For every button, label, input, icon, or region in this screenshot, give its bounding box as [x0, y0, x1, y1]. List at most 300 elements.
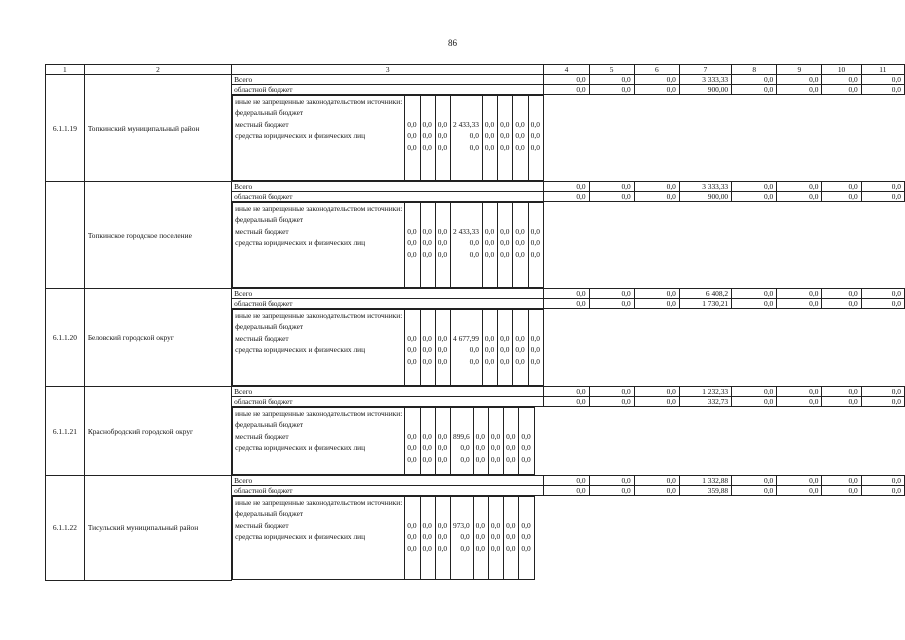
municipality-name: Топкинский муниципальный район [84, 75, 231, 182]
amount-cell: 0,0 [634, 289, 679, 299]
amount-value: 0,0 [500, 249, 510, 259]
amount-value: 4 677,99 [453, 333, 479, 343]
amount-cell: 0,0 [732, 476, 777, 486]
other-sources-label: иные не запрещенные законодательством источники: [235, 204, 403, 213]
funding-source: областной бюджет [232, 85, 544, 95]
amount-cell: 0,0 [777, 289, 822, 299]
funding-source: федеральный бюджет [235, 509, 304, 519]
spacer [453, 310, 479, 321]
amount-value: 0,0 [484, 226, 495, 236]
spacer [485, 214, 494, 225]
amount-value: 0,0 [437, 345, 448, 355]
amount-value: 0,0 [469, 356, 479, 366]
amount-value: 0,0 [469, 345, 479, 355]
amount-value: 0,0 [437, 333, 448, 343]
amount-cell: 0,0 [732, 85, 777, 95]
amount-cell: 0,0 [589, 387, 634, 397]
funding-source: Всего [232, 387, 544, 397]
amount-cell: 0,0 [822, 397, 861, 407]
amount-cell: 0,0 [777, 476, 822, 486]
spacer [485, 310, 494, 321]
amount-cell: 0,0 [732, 192, 777, 202]
table-row [46, 75, 905, 85]
budget-table [45, 64, 905, 581]
amount-value: 0,0 [500, 119, 510, 129]
amount-value: 0,0 [530, 249, 540, 259]
amount-cell: 0,0 [861, 486, 904, 496]
amount-cell-group [528, 96, 543, 181]
amount-cell: 0,0 [544, 387, 589, 397]
spacer [438, 310, 447, 321]
amount-value: 0,0 [422, 119, 432, 129]
spacer [515, 96, 524, 107]
amount-value: 0,0 [500, 131, 510, 141]
spacer [500, 321, 509, 332]
amount-cell: 0,0 [544, 397, 589, 407]
amount-cell: 0,0 [777, 182, 822, 192]
amount-cell: 0,0 [822, 476, 861, 486]
funding-source: областной бюджет [232, 192, 544, 202]
spacer [485, 107, 494, 118]
spacer [500, 310, 509, 321]
spacer [515, 214, 524, 225]
spacer [407, 419, 416, 430]
amount-cell: 0,0 [634, 192, 679, 202]
amount-value: 0,0 [422, 543, 432, 553]
spacer [423, 508, 432, 519]
spacer [485, 321, 494, 332]
amount-value: 0,0 [422, 431, 432, 441]
spacer [491, 497, 500, 508]
amount-value: 0,0 [437, 119, 448, 129]
spacer [485, 96, 494, 107]
amount-value: 0,0 [437, 238, 448, 248]
amount-cell-group [435, 408, 450, 475]
amount-cell: 0,0 [732, 299, 777, 309]
amount-cell: 0,0 [544, 476, 589, 486]
amount-cell: 900,00 [679, 85, 731, 95]
spacer [423, 214, 432, 225]
amount-cell: 0,0 [732, 397, 777, 407]
amount-value: 0,0 [407, 454, 417, 464]
amount-cell-group [498, 203, 513, 288]
amount-value: 0,0 [484, 142, 495, 152]
spacer [453, 214, 479, 225]
amount-value: 0,0 [422, 249, 432, 259]
other-sources-label: иные не запрещенные законодательством источники: [235, 498, 403, 507]
amount-value: 0,0 [475, 543, 485, 553]
amount-cell-group [504, 497, 519, 580]
spacer [438, 214, 447, 225]
spacer [476, 508, 485, 519]
table-row [233, 203, 544, 288]
spacer [407, 321, 416, 332]
spacer [500, 96, 509, 107]
funding-source: областной бюджет [232, 299, 544, 309]
amount-value: 0,0 [437, 532, 448, 542]
amount-value: 0,0 [484, 131, 495, 141]
amount-value: 0,0 [437, 443, 448, 453]
amount-cell: 0,0 [634, 476, 679, 486]
spacer [423, 107, 432, 118]
spacer [453, 508, 470, 519]
amount-value: 0,0 [500, 345, 510, 355]
amount-cell: 0,0 [732, 182, 777, 192]
amount-value: 0,0 [515, 226, 525, 236]
amount-value: 0,0 [407, 131, 417, 141]
amount-cell: 0,0 [732, 75, 777, 85]
amount-value: 0,0 [407, 520, 417, 530]
table-row [46, 182, 905, 192]
amount-value: 0,0 [437, 142, 448, 152]
amount-cell-group [482, 203, 497, 288]
amount-cell: 900,00 [679, 192, 731, 202]
amount-cell: 0,0 [822, 85, 861, 95]
amount-value: 0,0 [437, 543, 448, 553]
spacer [531, 96, 540, 107]
funding-source: Всего [232, 75, 544, 85]
amount-value: 0,0 [530, 142, 540, 152]
row-code: 6.1.1.22 [46, 476, 85, 581]
amount-cell: 3 333,33 [679, 75, 731, 85]
amount-cell-group [498, 310, 513, 386]
amount-cell-group [420, 497, 435, 580]
amount-cell: 0,0 [822, 289, 861, 299]
amount-cell: 0,0 [822, 299, 861, 309]
spacer [491, 419, 500, 430]
funding-source: средства юридических и физических лиц [235, 532, 366, 542]
spacer [476, 408, 485, 419]
amount-cell: 0,0 [861, 289, 904, 299]
spacer [438, 321, 447, 332]
amount-value: 0,0 [460, 532, 470, 542]
amount-cell: 0,0 [861, 182, 904, 192]
spacer [407, 497, 416, 508]
amount-value: 0,0 [407, 431, 417, 441]
funding-source: местный бюджет [235, 226, 289, 236]
amount-cell-group [488, 408, 503, 475]
amount-value: 0,0 [521, 454, 531, 464]
amount-cell: 0,0 [544, 289, 589, 299]
amount-value: 0,0 [422, 454, 432, 464]
spacer [500, 214, 509, 225]
funding-source-group [233, 310, 405, 386]
amount-value: 0,0 [422, 333, 432, 343]
spacer [423, 497, 432, 508]
other-sources-label: иные не запрещенные законодательством источники: [235, 97, 403, 106]
amount-cell-group [420, 96, 435, 181]
amount-value: 0,0 [407, 249, 417, 259]
other-sources-label: иные не запрещенные законодательством источники: [235, 409, 403, 418]
amount-value: 0,0 [475, 454, 485, 464]
amount-cell: 0,0 [589, 486, 634, 496]
column-header: 11 [861, 65, 904, 75]
column-header: 3 [232, 65, 544, 75]
amount-cell: 332,73 [679, 397, 731, 407]
spacer [515, 310, 524, 321]
column-header: 7 [679, 65, 731, 75]
spacer [491, 408, 500, 419]
column-header: 8 [732, 65, 777, 75]
amount-cell: 0,0 [777, 75, 822, 85]
amount-cell: 0,0 [589, 299, 634, 309]
amount-value: 0,0 [422, 238, 432, 248]
funding-source: Всего [232, 476, 544, 486]
spacer [500, 107, 509, 118]
amount-cell-group [420, 310, 435, 386]
spacer [506, 408, 515, 419]
amount-cell: 0,0 [634, 299, 679, 309]
amount-cell: 0,0 [732, 387, 777, 397]
amount-value: 0,0 [422, 520, 432, 530]
amount-cell-group [528, 203, 543, 288]
amount-value: 2 433,33 [453, 226, 479, 236]
amount-value: 973,0 [453, 520, 470, 530]
spacer [531, 321, 540, 332]
amount-value: 0,0 [530, 356, 540, 366]
amount-value: 0,0 [407, 345, 417, 355]
amount-cell: 0,0 [634, 182, 679, 192]
funding-source: местный бюджет [235, 431, 289, 441]
table-row [233, 310, 544, 386]
amount-value: 0,0 [475, 431, 485, 441]
funding-source-group [233, 408, 405, 475]
amount-value: 0,0 [484, 345, 495, 355]
amount-value: 0,0 [506, 454, 516, 464]
amount-value: 0,0 [407, 333, 417, 343]
funding-source: местный бюджет [235, 333, 289, 343]
funding-source: средства юридических и физических лиц [235, 345, 366, 355]
row-code [46, 182, 85, 289]
spacer [506, 419, 515, 430]
amount-cell: 0,0 [777, 299, 822, 309]
amount-value: 0,0 [475, 520, 485, 530]
amount-cell-group [513, 96, 528, 181]
amount-cell: 0,0 [544, 486, 589, 496]
amount-cell: 0,0 [544, 182, 589, 192]
amount-cell-group [513, 310, 528, 386]
amount-cell-group [435, 96, 450, 181]
spacer [407, 214, 416, 225]
amount-value: 0,0 [475, 532, 485, 542]
spacer [423, 310, 432, 321]
spacer [515, 203, 524, 214]
amount-cell: 0,0 [589, 476, 634, 486]
header-row [46, 65, 905, 75]
spacer [531, 310, 540, 321]
amount-cell-group [420, 203, 435, 288]
amount-value: 0,0 [490, 454, 501, 464]
spacer [500, 203, 509, 214]
amount-value: 0,0 [521, 431, 531, 441]
amount-value: 0,0 [422, 226, 432, 236]
amount-value: 0,0 [515, 142, 525, 152]
amount-cell-group [519, 497, 534, 580]
amount-value: 0,0 [437, 520, 448, 530]
amount-cell: 359,88 [679, 486, 731, 496]
table-row [46, 387, 905, 397]
amount-cell: 0,0 [777, 387, 822, 397]
amount-cell: 0,0 [634, 397, 679, 407]
amount-cell-group [528, 310, 543, 386]
spacer [521, 508, 530, 519]
spacer [521, 408, 530, 419]
amount-cell: 0,0 [589, 75, 634, 85]
amount-cell: 0,0 [777, 85, 822, 95]
amount-cell: 0,0 [777, 397, 822, 407]
column-header: 6 [634, 65, 679, 75]
row-code: 6.1.1.21 [46, 387, 85, 476]
municipality-name: Тисульский муниципальный район [84, 476, 231, 581]
amount-value: 0,0 [530, 333, 540, 343]
amount-value: 0,0 [437, 131, 448, 141]
spacer [453, 408, 470, 419]
spacer [515, 107, 524, 118]
amount-value: 0,0 [515, 345, 525, 355]
spacer [453, 107, 479, 118]
amount-cell: 0,0 [544, 299, 589, 309]
amount-value: 0,0 [469, 142, 479, 152]
amount-cell: 6 408,2 [679, 289, 731, 299]
amount-value: 0,0 [506, 532, 516, 542]
amount-cell-group [405, 310, 420, 386]
funding-source: федеральный бюджет [235, 420, 304, 430]
spacer [407, 107, 416, 118]
amount-value: 0,0 [530, 345, 540, 355]
spacer [407, 408, 416, 419]
spacer [423, 419, 432, 430]
amount-cell: 1 332,88 [679, 476, 731, 486]
amount-cell: 0,0 [777, 192, 822, 202]
amount-value: 0,0 [407, 119, 417, 129]
amount-cell: 0,0 [822, 192, 861, 202]
amount-cell: 0,0 [634, 75, 679, 85]
row-code: 6.1.1.19 [46, 75, 85, 182]
amount-cell: 1 232,33 [679, 387, 731, 397]
amount-value: 0,0 [475, 443, 485, 453]
amount-cell: 1 730,21 [679, 299, 731, 309]
spacer [531, 107, 540, 118]
amount-value: 0,0 [407, 356, 417, 366]
amount-value: 0,0 [515, 238, 525, 248]
amount-value: 0,0 [515, 119, 525, 129]
spacer [438, 508, 447, 519]
funding-source: областной бюджет [232, 486, 544, 496]
amount-value: 0,0 [490, 543, 501, 553]
amount-cell: 0,0 [861, 85, 904, 95]
spacer [438, 408, 447, 419]
amount-value: 0,0 [484, 356, 495, 366]
amount-value: 0,0 [469, 249, 479, 259]
funding-source: средства юридических и физических лиц [235, 131, 366, 141]
amount-cell-group [482, 310, 497, 386]
amount-cell: 0,0 [634, 486, 679, 496]
municipality-name: Краснобродский городской округ [84, 387, 231, 476]
spacer [438, 497, 447, 508]
amount-value: 0,0 [469, 238, 479, 248]
funding-source: федеральный бюджет [235, 322, 304, 332]
amount-cell-group [488, 497, 503, 580]
funding-source: федеральный бюджет [235, 108, 304, 118]
amount-value: 2 433,33 [453, 119, 479, 129]
amount-cell-group [451, 497, 474, 580]
amount-cell: 0,0 [544, 192, 589, 202]
amount-cell: 0,0 [861, 75, 904, 85]
amount-cell: 0,0 [634, 85, 679, 95]
amount-value: 0,0 [490, 532, 501, 542]
amount-value: 0,0 [484, 119, 495, 129]
amount-value: 0,0 [515, 131, 525, 141]
funding-source: средства юридических и физических лиц [235, 238, 366, 248]
amount-cell: 0,0 [822, 182, 861, 192]
spacer [438, 107, 447, 118]
amount-cell: 0,0 [822, 387, 861, 397]
amount-value: 0,0 [490, 431, 501, 441]
amount-value: 0,0 [484, 249, 495, 259]
amount-value: 0,0 [521, 532, 531, 542]
amount-value: 0,0 [530, 238, 540, 248]
amount-value: 0,0 [530, 119, 540, 129]
amount-value: 0,0 [530, 226, 540, 236]
table-row [46, 476, 905, 486]
amount-value: 0,0 [407, 532, 417, 542]
amount-cell: 0,0 [861, 192, 904, 202]
amount-value: 0,0 [407, 238, 417, 248]
amount-value: 0,0 [422, 142, 432, 152]
table-row [233, 96, 544, 181]
amount-cell: 0,0 [634, 387, 679, 397]
amount-value: 0,0 [521, 543, 531, 553]
amount-cell: 0,0 [544, 85, 589, 95]
amount-value: 0,0 [530, 131, 540, 141]
amount-cell: 0,0 [861, 299, 904, 309]
amount-cell: 3 333,33 [679, 182, 731, 192]
column-header: 1 [46, 65, 85, 75]
amount-cell: 0,0 [589, 182, 634, 192]
amount-cell: 0,0 [544, 75, 589, 85]
amount-value: 0,0 [437, 226, 448, 236]
municipality-name: Беловский городской округ [84, 289, 231, 387]
amount-cell: 0,0 [732, 486, 777, 496]
amount-value: 0,0 [506, 543, 516, 553]
amount-value: 0,0 [515, 333, 525, 343]
amount-value: 0,0 [500, 333, 510, 343]
funding-source: областной бюджет [232, 397, 544, 407]
spacer [506, 508, 515, 519]
spacer [423, 321, 432, 332]
spacer [521, 419, 530, 430]
spacer [438, 419, 447, 430]
amount-cell: 0,0 [589, 397, 634, 407]
spacer [506, 497, 515, 508]
amount-cell: 0,0 [861, 387, 904, 397]
spacer [423, 96, 432, 107]
amount-cell-group [451, 96, 483, 181]
amount-value: 0,0 [422, 356, 432, 366]
funding-source-group [233, 96, 405, 181]
spacer [515, 321, 524, 332]
amount-value: 0,0 [422, 443, 432, 453]
page-number: 86 [448, 38, 457, 48]
column-header: 2 [84, 65, 231, 75]
amount-value: 0,0 [521, 443, 531, 453]
spacer [407, 508, 416, 519]
spacer [476, 497, 485, 508]
amount-value: 0,0 [422, 345, 432, 355]
amount-value: 0,0 [437, 356, 448, 366]
amount-value: 0,0 [506, 431, 516, 441]
amount-value: 0,0 [506, 443, 516, 453]
